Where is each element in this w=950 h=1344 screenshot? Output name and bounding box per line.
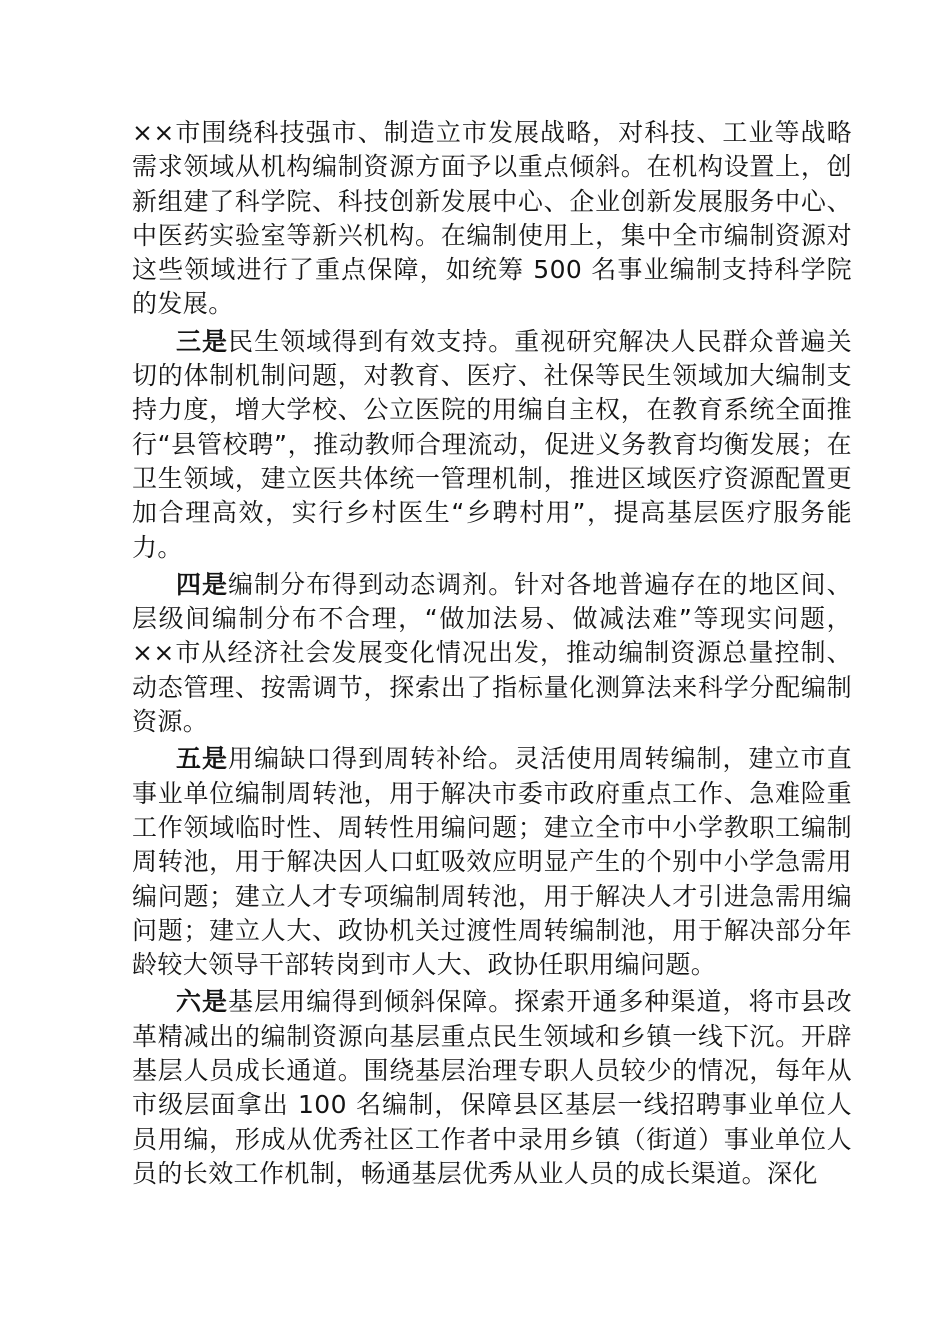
- document-page: [132, 116, 852, 1194]
- paragraph-5-lead: 六是: [176, 987, 229, 1017]
- paragraph-4: [132, 742, 852, 982]
- paragraph-3-text: 编制分布得到动态调剂。针对各地普遍存在的地区间、层级间编制分布不合理，“做加法易、做减法难”等现实问题，××市从经济社会发展变化情况出发，推动编制资源总量控制、动态管理、按需调节，探索出了指标量化测算法来科学分配编制资源。: [132, 569, 852, 737]
- paragraph-2-text: 民生领域得到有效支持。重视研究解决人民群众普遍关切的体制机制问题，对教育、医疗、社保等民生领域加大编制支持力度，增大学校、公立医院的用编自主权，在教育系统全面推行“县管校聘”，推动教师合理流动，促进义务教育均衡发展；在卫生领域，建立医共体统一管理机制，推进区域医疗资源配置更加合理高效，实行乡村医生“乡聘村用”，提高基层医疗服务能力。: [132, 326, 852, 562]
- paragraph-5: [132, 985, 852, 1191]
- paragraph-2: [132, 325, 852, 565]
- paragraph-1-text: ××市围绕科技强市、制造立市发展战略，对科技、工业等战略需求领域从机构编制资源方面予以重点倾斜。在机构设置上，创新组建了科学院、科技创新发展中心、企业创新发展服务中心、中医药实验室等新兴机构。在编制使用上，集中全市编制资源对这些领域进行了重点保障，如统筹 500 名事业编制支持科学院的发展。: [132, 118, 852, 319]
- paragraph-3: [132, 568, 852, 739]
- paragraph-4-text: 用编缺口得到周转补给。灵活使用周转编制，建立市直事业单位编制周转池，用于解决市委市政府重点工作、急难险重工作领域临时性、周转性用编问题；建立全市中小学教职工编制周转池，用于解决因人口虹吸效应明显产生的个别中小学急需用编问题；建立人才专项编制周转池，用于解决人才引进急需用编问题；建立人大、政协机关过渡性周转编制池，用于解决部分年龄较大领导干部转岗到市人大、政协任职用编问题。: [132, 744, 852, 980]
- paragraph-5-text: 基层用编得到倾斜保障。探索开通多种渠道，将市县改革精减出的编制资源向基层重点民生领域和乡镇一线下沉。开辟基层人员成长通道。围绕基层治理专职人员较少的情况，每年从市级层面拿出 100 名编制，保障县区基层一线招聘事业单位人员用编，形成从优秀社区工作者中录用乡镇（街道）事业单位人员的长效工作机制，畅通基层优秀从业人员的成长渠道。深化: [132, 987, 852, 1188]
- paragraph-2-lead: 三是: [176, 326, 229, 356]
- paragraph-1: [132, 116, 852, 322]
- paragraph-3-lead: 四是: [176, 569, 229, 599]
- paragraph-4-lead: 五是: [176, 744, 229, 774]
